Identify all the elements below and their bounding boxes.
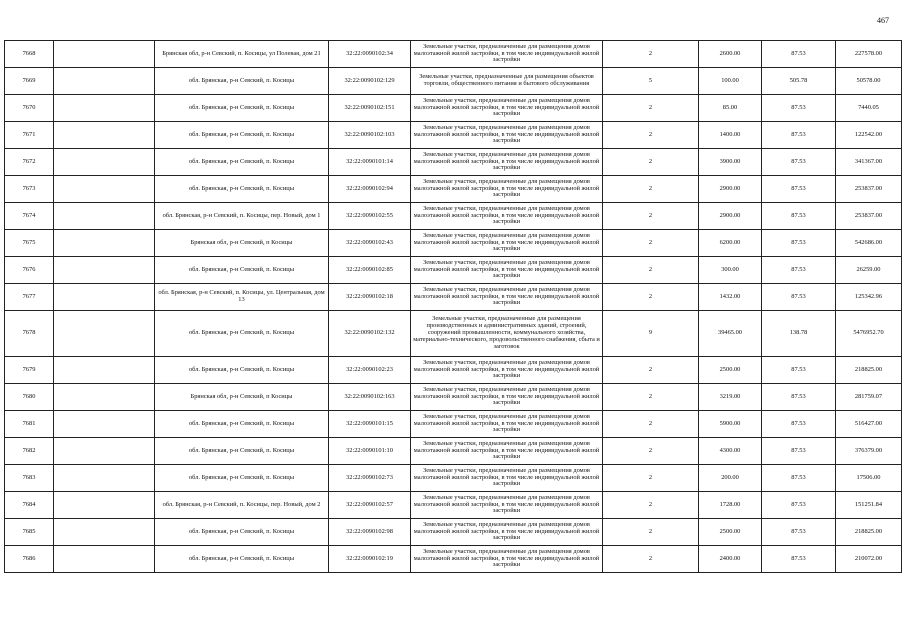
table-row xyxy=(5,357,902,384)
cell-specific-value: 87.53 xyxy=(762,465,836,492)
cell-use-group: 2 xyxy=(603,203,699,230)
table-row xyxy=(5,519,902,546)
cell-cadastral-value: 253837.00 xyxy=(836,176,902,203)
cell-address: обл. Брянская, р-н Севский, п. Косицы xyxy=(155,519,329,546)
cell-cadastral-value: 17506.00 xyxy=(836,465,902,492)
cell-empty xyxy=(54,492,155,519)
cell-area: 2900.00 xyxy=(699,203,762,230)
table-row xyxy=(5,230,902,257)
table-row xyxy=(5,465,902,492)
table-row xyxy=(5,438,902,465)
cell-use-group: 2 xyxy=(603,41,699,68)
cell-specific-value: 87.53 xyxy=(762,230,836,257)
table-row xyxy=(5,546,902,573)
cell-address: обл. Брянская, р-н Севский, п. Косицы, пер. Новый, дом 2 xyxy=(155,492,329,519)
cell-specific-value: 87.53 xyxy=(762,257,836,284)
cell-use-group: 9 xyxy=(603,311,699,357)
cell-use-group: 2 xyxy=(603,546,699,573)
cell-area: 6200.00 xyxy=(699,230,762,257)
cell-cadastral-number: 32:22:0090102:18 xyxy=(329,284,411,311)
cell-row-number: 7682 xyxy=(5,438,54,465)
cell-empty xyxy=(54,257,155,284)
cell-address: обл. Брянская, р-н Севский, п. Косицы xyxy=(155,465,329,492)
cell-specific-value: 87.53 xyxy=(762,284,836,311)
cell-use-group: 2 xyxy=(603,149,699,176)
cell-specific-value: 87.53 xyxy=(762,546,836,573)
cell-permitted-use: Земельные участки, предназначенные для размещения домов малоэтажной жилой застройки, в том числе индивидуальной жилой застройки xyxy=(411,176,603,203)
cell-cadastral-value: 218825.00 xyxy=(836,519,902,546)
cell-use-group: 2 xyxy=(603,95,699,122)
cell-permitted-use: Земельные участки, предназначенные для размещения домов малоэтажной жилой застройки, в том числе индивидуальной жилой застройки xyxy=(411,230,603,257)
cell-permitted-use: Земельные участки, предназначенные для размещения домов малоэтажной жилой застройки, в том числе индивидуальной жилой застройки xyxy=(411,203,603,230)
cell-permitted-use: Земельные участки, предназначенные для размещения домов малоэтажной жилой застройки, в том числе индивидуальной жилой застройки xyxy=(411,519,603,546)
cell-cadastral-value: 26259.00 xyxy=(836,257,902,284)
cell-specific-value: 87.53 xyxy=(762,411,836,438)
cell-specific-value: 87.53 xyxy=(762,95,836,122)
cell-area: 200.00 xyxy=(699,465,762,492)
cell-specific-value: 87.53 xyxy=(762,357,836,384)
cell-empty xyxy=(54,149,155,176)
cell-cadastral-number: 32:22:0090101:15 xyxy=(329,411,411,438)
cell-cadastral-number: 32:22:0090102:98 xyxy=(329,519,411,546)
cell-empty xyxy=(54,176,155,203)
cell-cadastral-number: 32:22:0090102:43 xyxy=(329,230,411,257)
cell-row-number: 7685 xyxy=(5,519,54,546)
cell-cadastral-number: 32:22:0090102:94 xyxy=(329,176,411,203)
cell-use-group: 2 xyxy=(603,357,699,384)
cell-address: обл. Брянская, р-н Севский, п. Косицы xyxy=(155,257,329,284)
cell-row-number: 7668 xyxy=(5,41,54,68)
cell-cadastral-number: 32:22:0090102:55 xyxy=(329,203,411,230)
cell-permitted-use: Земельные участки, предназначенные для размещения домов малоэтажной жилой застройки, в том числе индивидуальной жилой застройки xyxy=(411,546,603,573)
cell-permitted-use: Земельные участки, предназначенные для размещения домов малоэтажной жилой застройки, в том числе индивидуальной жилой застройки xyxy=(411,95,603,122)
cell-row-number: 7686 xyxy=(5,546,54,573)
cell-cadastral-value: 542686.00 xyxy=(836,230,902,257)
cell-cadastral-number: 32:22:0090102:73 xyxy=(329,465,411,492)
cell-cadastral-number: 32:22:0090102:19 xyxy=(329,546,411,573)
cell-area: 100.00 xyxy=(699,68,762,95)
cell-address: Брянская обл, р-н Севский, п Косицы xyxy=(155,230,329,257)
cell-permitted-use: Земельные участки, предназначенные для размещения домов малоэтажной жилой застройки, в том числе индивидуальной жилой застройки xyxy=(411,257,603,284)
cell-use-group: 2 xyxy=(603,230,699,257)
cell-address: обл. Брянская, р-н Севский, п. Косицы xyxy=(155,176,329,203)
cell-area: 2600.00 xyxy=(699,41,762,68)
cell-empty xyxy=(54,546,155,573)
cell-empty xyxy=(54,311,155,357)
cell-cadastral-value: 7440.05 xyxy=(836,95,902,122)
cell-address: обл. Брянская, р-н Севский, п. Косицы xyxy=(155,411,329,438)
cell-permitted-use: Земельные участки, предназначенные для размещения домов малоэтажной жилой застройки, в том числе индивидуальной жилой застройки xyxy=(411,411,603,438)
cell-cadastral-number: 32:22:0090102:85 xyxy=(329,257,411,284)
table-row xyxy=(5,284,902,311)
cell-cadastral-number: 32:22:0090102:103 xyxy=(329,122,411,149)
cell-specific-value: 87.53 xyxy=(762,492,836,519)
cell-area: 3900.00 xyxy=(699,149,762,176)
cell-empty xyxy=(54,411,155,438)
cell-use-group: 2 xyxy=(603,411,699,438)
cell-cadastral-number: 32:22:0090102:151 xyxy=(329,95,411,122)
cell-empty xyxy=(54,465,155,492)
cell-address: обл. Брянская, р-н Севский, п. Косицы xyxy=(155,95,329,122)
cell-cadastral-value: 125342.96 xyxy=(836,284,902,311)
cell-area: 2500.00 xyxy=(699,519,762,546)
cell-area: 2500.00 xyxy=(699,357,762,384)
cell-row-number: 7678 xyxy=(5,311,54,357)
cell-empty xyxy=(54,519,155,546)
cell-address: обл. Брянская, р-н Севский, п. Косицы xyxy=(155,357,329,384)
cell-cadastral-value: 122542.00 xyxy=(836,122,902,149)
cell-cadastral-value: 376379.00 xyxy=(836,438,902,465)
cell-address: обл. Брянская, р-н Севский, п. Косицы, пер. Новый, дом 1 xyxy=(155,203,329,230)
cell-row-number: 7677 xyxy=(5,284,54,311)
table-row xyxy=(5,384,902,411)
cell-empty xyxy=(54,68,155,95)
table-row xyxy=(5,149,902,176)
cell-specific-value: 87.53 xyxy=(762,203,836,230)
cell-cadastral-value: 50578.00 xyxy=(836,68,902,95)
cell-row-number: 7675 xyxy=(5,230,54,257)
cell-permitted-use: Земельные участки, предназначенные для размещения производственных и административных зданий, строений, сооружений промышленности, коммунального хозяйства, материально-технического, продовольственного снабжения, сбыта и заготовок xyxy=(411,311,603,357)
cell-use-group: 2 xyxy=(603,122,699,149)
cell-cadastral-number: 32:22:0090102:34 xyxy=(329,41,411,68)
cell-cadastral-value: 5476952.70 xyxy=(836,311,902,357)
cell-permitted-use: Земельные участки, предназначенные для размещения домов малоэтажной жилой застройки, в том числе индивидуальной жилой застройки xyxy=(411,465,603,492)
table-row xyxy=(5,492,902,519)
cell-specific-value: 87.53 xyxy=(762,384,836,411)
cell-empty xyxy=(54,384,155,411)
cell-specific-value: 505.78 xyxy=(762,68,836,95)
cell-row-number: 7679 xyxy=(5,357,54,384)
cell-row-number: 7671 xyxy=(5,122,54,149)
cell-use-group: 2 xyxy=(603,284,699,311)
table-row xyxy=(5,41,902,68)
cell-cadastral-number: 32:22:0090102:23 xyxy=(329,357,411,384)
table-row xyxy=(5,411,902,438)
cell-cadastral-number: 32:22:0090102:57 xyxy=(329,492,411,519)
cell-address: Брянская обл, р-н Севский, п Косицы xyxy=(155,384,329,411)
cell-use-group: 2 xyxy=(603,438,699,465)
cell-empty xyxy=(54,122,155,149)
cell-permitted-use: Земельные участки, предназначенные для размещения домов малоэтажной жилой застройки, в том числе индивидуальной жилой застройки xyxy=(411,357,603,384)
cell-area: 3219.00 xyxy=(699,384,762,411)
cell-cadastral-number: 32:22:0090102:163 xyxy=(329,384,411,411)
cell-address: обл. Брянская, р-н Севский, п. Косицы, ул. Центральная, дом 13 xyxy=(155,284,329,311)
cell-area: 85.00 xyxy=(699,95,762,122)
table-row xyxy=(5,176,902,203)
cell-area: 5900.00 xyxy=(699,411,762,438)
cell-empty xyxy=(54,230,155,257)
cell-area: 1400.00 xyxy=(699,122,762,149)
land-plots-table xyxy=(4,40,902,573)
cell-area: 1728.00 xyxy=(699,492,762,519)
cell-address: Брянская обл, р-н Севский, п. Косицы, ул Полевая, дом 21 xyxy=(155,41,329,68)
cell-area: 2900.00 xyxy=(699,176,762,203)
cell-cadastral-value: 151251.84 xyxy=(836,492,902,519)
cell-row-number: 7674 xyxy=(5,203,54,230)
cell-row-number: 7681 xyxy=(5,411,54,438)
cell-empty xyxy=(54,357,155,384)
cell-area: 300.00 xyxy=(699,257,762,284)
cell-cadastral-number: 32:22:0090102:129 xyxy=(329,68,411,95)
cell-row-number: 7670 xyxy=(5,95,54,122)
cell-use-group: 5 xyxy=(603,68,699,95)
cell-cadastral-number: 32:22:0090101:10 xyxy=(329,438,411,465)
cell-permitted-use: Земельные участки, предназначенные для размещения домов малоэтажной жилой застройки, в том числе индивидуальной жилой застройки xyxy=(411,149,603,176)
cell-row-number: 7669 xyxy=(5,68,54,95)
cell-permitted-use: Земельные участки, предназначенные для размещения домов малоэтажной жилой застройки, в том числе индивидуальной жилой застройки xyxy=(411,438,603,465)
cell-cadastral-value: 218825.00 xyxy=(836,357,902,384)
table-row xyxy=(5,311,902,357)
cell-address: обл. Брянская, р-н Севский, п. Косицы xyxy=(155,311,329,357)
cell-empty xyxy=(54,438,155,465)
cell-address: обл. Брянская, р-н Севский, п. Косицы xyxy=(155,68,329,95)
table-row xyxy=(5,95,902,122)
cell-permitted-use: Земельные участки, предназначенные для размещения домов малоэтажной жилой застройки, в том числе индивидуальной жилой застройки xyxy=(411,41,603,68)
table-body xyxy=(5,41,902,573)
cell-cadastral-value: 210072.00 xyxy=(836,546,902,573)
cell-permitted-use: Земельные участки, предназначенные для размещения домов малоэтажной жилой застройки, в том числе индивидуальной жилой застройки xyxy=(411,384,603,411)
cell-permitted-use: Земельные участки, предназначенные для размещения домов малоэтажной жилой застройки, в том числе индивидуальной жилой застройки xyxy=(411,492,603,519)
cell-cadastral-number: 32:22:0090101:14 xyxy=(329,149,411,176)
cell-permitted-use: Земельные участки, предназначенные для размещения объектов торговли, общественного питания и бытового обслуживания xyxy=(411,68,603,95)
table-row xyxy=(5,257,902,284)
cell-use-group: 2 xyxy=(603,519,699,546)
cell-use-group: 2 xyxy=(603,465,699,492)
cell-cadastral-value: 341367.00 xyxy=(836,149,902,176)
cell-address: обл. Брянская, р-н Севский, п. Косицы xyxy=(155,546,329,573)
cell-specific-value: 87.53 xyxy=(762,149,836,176)
cell-empty xyxy=(54,41,155,68)
cell-address: обл. Брянская, р-н Севский, п. Косицы xyxy=(155,438,329,465)
cell-cadastral-value: 253837.00 xyxy=(836,203,902,230)
cell-address: обл. Брянская, р-н Севский, п. Косицы xyxy=(155,149,329,176)
table-row xyxy=(5,68,902,95)
cell-permitted-use: Земельные участки, предназначенные для размещения домов малоэтажной жилой застройки, в том числе индивидуальной жилой застройки xyxy=(411,122,603,149)
cell-row-number: 7676 xyxy=(5,257,54,284)
cell-permitted-use: Земельные участки, предназначенные для размещения домов малоэтажной жилой застройки, в том числе индивидуальной жилой застройки xyxy=(411,284,603,311)
cell-cadastral-value: 227578.00 xyxy=(836,41,902,68)
cell-row-number: 7673 xyxy=(5,176,54,203)
cell-empty xyxy=(54,203,155,230)
cell-row-number: 7684 xyxy=(5,492,54,519)
cell-row-number: 7680 xyxy=(5,384,54,411)
table-row xyxy=(5,203,902,230)
cell-area: 4300.00 xyxy=(699,438,762,465)
cell-area: 2400.00 xyxy=(699,546,762,573)
cell-cadastral-number: 32:22:0090102:132 xyxy=(329,311,411,357)
cell-cadastral-value: 281759.07 xyxy=(836,384,902,411)
page-number: 467 xyxy=(877,16,889,25)
cell-specific-value: 87.53 xyxy=(762,438,836,465)
cell-row-number: 7683 xyxy=(5,465,54,492)
table-row xyxy=(5,122,902,149)
cell-area: 39465.00 xyxy=(699,311,762,357)
cell-specific-value: 87.53 xyxy=(762,519,836,546)
cell-empty xyxy=(54,95,155,122)
cell-use-group: 2 xyxy=(603,176,699,203)
cell-use-group: 2 xyxy=(603,492,699,519)
cell-use-group: 2 xyxy=(603,384,699,411)
cell-specific-value: 87.53 xyxy=(762,122,836,149)
cell-address: обл. Брянская, р-н Севский, п. Косицы xyxy=(155,122,329,149)
cell-area: 1432.00 xyxy=(699,284,762,311)
cell-specific-value: 87.53 xyxy=(762,176,836,203)
cell-row-number: 7672 xyxy=(5,149,54,176)
cell-empty xyxy=(54,284,155,311)
cell-specific-value: 138.78 xyxy=(762,311,836,357)
cell-cadastral-value: 516427.00 xyxy=(836,411,902,438)
cell-specific-value: 87.53 xyxy=(762,41,836,68)
cell-use-group: 2 xyxy=(603,257,699,284)
